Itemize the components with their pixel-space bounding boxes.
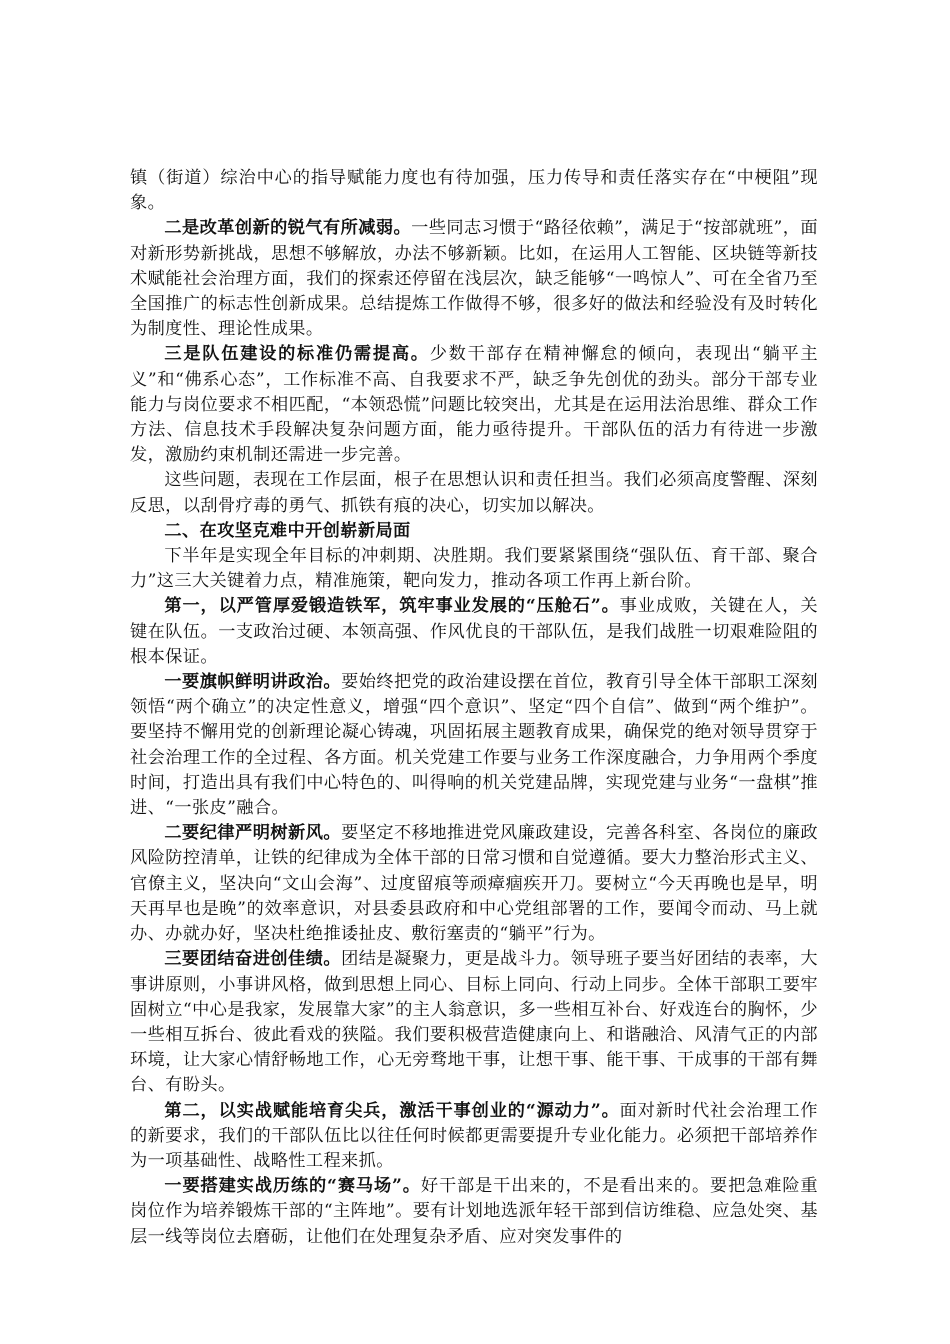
- paragraph-text: 下半年是实现全年目标的冲刺期、决胜期。我们要紧紧围绕“强队伍、育干部、聚合力”这三大关键着力点，精准施策，靶向发力，推动各项工作再上新台阶。: [130, 546, 818, 592]
- paragraph-text: 好干部是干出来的，不是看出来的。要把急难险重岗位作为培养锻炼干部的“主阵地”。要有计划地选派年轻干部到信访维稳、应急处突、基层一线等岗位去磨砺，让他们在处理复杂矛盾、应对突发事件的: [130, 1176, 818, 1247]
- paragraph: [130, 216, 818, 342]
- paragraph-text: 事业成败，关键在人，关键在队伍。一支政治过硬、本领高强、作风优良的干部队伍，是我们战胜一切艰难险阻的根本保证。: [130, 596, 818, 667]
- paragraph: [130, 468, 818, 518]
- paragraph-text: 一些同志习惯于“路径依赖”，满足于“按部就班”，面对新形势新挑战，思想不够解放，办法不够新颖。比如，在运用人工智能、区块链等新技术赋能社会治理方面，我们的探索还停留在浅层次，缺乏能够“一鸣惊人”、可在全省乃至全国推广的标志性创新成果。总结提炼工作做得不够，很多好的做法和经验没有及时转化为制度性、理论性成果。: [130, 218, 818, 340]
- paragraph: [130, 947, 818, 1098]
- paragraph-text: 要始终把党的政治建设摆在首位，教育引导全体干部职工深刻领悟“两个确立”的决定性意义，增强“四个意识”、坚定“四个自信”、做到“两个维护”。要坚持不懈用党的创新理论凝心铸魂，巩固拓展主题教育成果，确保党的绝对领导贯穿于社会治理工作的全过程、各方面。机关党建工作要与业务工作深度融合，力争用两个季度时间，打造出具有我们中心特色的、叫得响的机关党建品牌，实现党建与业务“一盘棋”推进、“一张皮”融合。: [130, 672, 818, 819]
- paragraph-lead: 二是改革创新的锐气有所减弱。: [164, 218, 412, 239]
- paragraph: [130, 1099, 818, 1175]
- paragraph: [130, 1174, 818, 1250]
- paragraph-lead: 一要搭建实战历练的“赛马场”。: [164, 1176, 421, 1197]
- document-body: [130, 166, 818, 1250]
- paragraph-text: 这些问题，表现在工作层面，根子在思想认识和责任担当。我们必须高度警醒、深刻反思，以刮骨疗毒的勇气、抓铁有痕的决心，切实加以解决。: [130, 470, 818, 516]
- paragraph-lead: 二、在攻坚克难中开创崭新局面: [164, 520, 411, 541]
- paragraph: [130, 821, 818, 947]
- paragraph-lead: 一要旗帜鲜明讲政治。: [164, 672, 342, 693]
- paragraph: [130, 594, 818, 670]
- paragraph-text: 团结是凝聚力，更是战斗力。领导班子要当好团结的表率，大事讲原则，小事讲风格，做到思想上同心、目标上同向、行动上同步。全体干部职工要牢固树立“中心是我家，发展靠大家”的主人翁意识，多一些相互补台、好戏连台的胸怀，少一些相互拆台、彼此看戏的狭隘。我们要积极营造健康向上、和谐融洽、风清气正的内部环境，让大家心情舒畅地工作，心无旁骛地干事，让想干事、能干事、干成事的干部有舞台、有盼头。: [130, 949, 818, 1096]
- paragraph-lead: 三是队伍建设的标准仍需提高。: [164, 344, 430, 365]
- paragraph: [130, 166, 818, 216]
- section-heading: [130, 519, 818, 544]
- paragraph: [130, 544, 818, 594]
- paragraph-text: 面对新时代社会治理工作的新要求，我们的干部队伍比以往任何时候都更需要提升专业化能力。必须把干部培养作为一项基础性、战略性工程来抓。: [130, 1100, 818, 1171]
- paragraph-lead: 第一，以严管厚爱锻造铁军，筑牢事业发展的“压舱石”。: [164, 596, 620, 617]
- paragraph: [130, 342, 818, 468]
- paragraph-text: 少数干部存在精神懈怠的倾向，表现出“躺平主义”和“佛系心态”，工作标准不高、自我要求不严，缺乏争先创优的劲头。部分干部专业能力与岗位要求不相匹配，“本领恐慌”问题比较突出，尤其是在运用法治思维、群众工作方法、信息技术手段解决复杂问题方面，能力亟待提升。干部队伍的活力有待进一步激发，激励约束机制还需进一步完善。: [130, 344, 818, 466]
- paragraph: [130, 670, 818, 821]
- paragraph-lead: 第二，以实战赋能培育尖兵，激活干事创业的“源动力”。: [164, 1100, 620, 1121]
- paragraph-text: 要坚定不移地推进党风廉政建设，完善各科室、各岗位的廉政风险防控清单，让铁的纪律成为全体干部的日常习惯和自觉遵循。要大力整治形式主义、官僚主义，坚决向“文山会海”、过度留痕等顽瘴痼疾开刀。要树立“今天再晚也是早，明天再早也是晚”的效率意识，对县委县政府和中心党组部署的工作，要闻令而动、马上就办、办就办好，坚决杜绝推诿扯皮、敷衍塞责的“躺平”行为。: [130, 823, 818, 945]
- paragraph-lead: 三要团结奋进创佳绩。: [164, 949, 342, 970]
- paragraph-lead: 二要纪律严明树新风。: [164, 823, 342, 844]
- paragraph-text: 镇（街道）综治中心的指导赋能力度也有待加强，压力传导和责任落实存在“中梗阻”现象。: [130, 168, 818, 214]
